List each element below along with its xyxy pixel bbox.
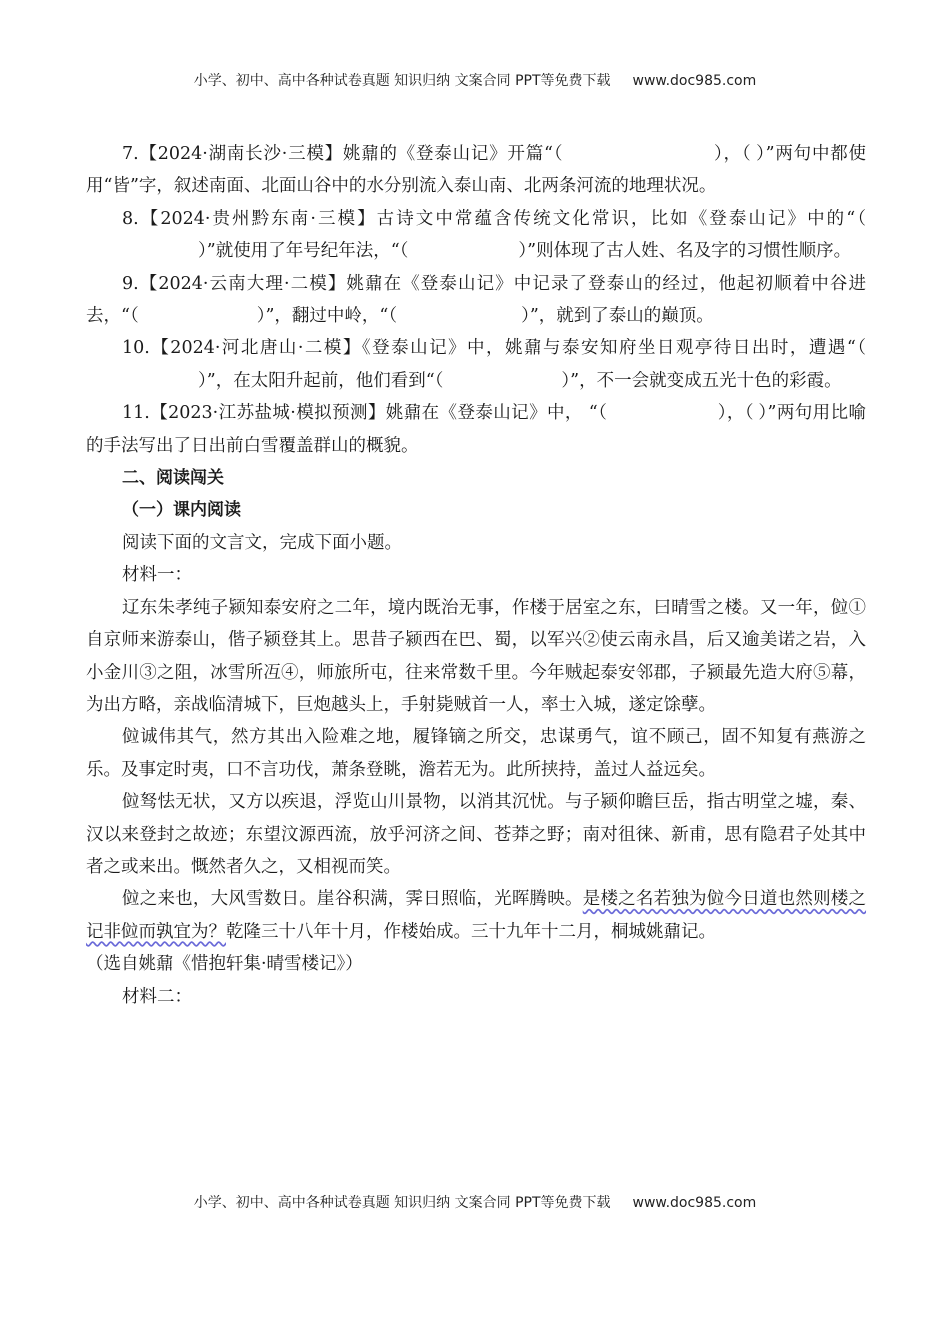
header-site[interactable]: www.doc985.com	[632, 73, 757, 89]
page-header	[0, 70, 950, 90]
question-10: 10.【2024·河北唐山·二模】《登泰山记》中，姚鼐与泰安知府坐日观亭待日出时，遭遇“（）”，在太阳升起前，他们看到“（ ）”，不一会就变成五光十色的彩霞。	[122, 338, 866, 391]
question-8: 8.【2024·贵州黔东南·三模】古诗文中常蕴含传统文化常识，比如《登泰山记》中的“（）”就使用了年号纪年法，“（ ）”则体现了古人姓、名及字的习惯性顺序。	[122, 208, 866, 262]
question-11: 11.【2023·江苏盐城·模拟预测】姚鼐在《登泰山记》中， “（ ），（ ）”两句用比喻的手法写出了日出前白雪覆盖群山的概貌。	[86, 403, 866, 456]
material-1-label: 材料一：	[122, 565, 192, 586]
passage-paragraph-2: 傡诚伟其气，然方其出入险难之地，履锋镝之所交，忠谋勇气，谊不顾己，固不知复有燕游之乐。及事定时夷，口不言功伐，萧条登眺，澹若无为。此所挟持，盖过人益远矣。	[86, 727, 866, 780]
material-2-label: 材料二：	[122, 986, 192, 1007]
question-9: 9.【2024·云南大理·二模】姚鼐在《登泰山记》中记录了登泰山的经过，他起初顺着中谷进去，“（ ）”，翻过中岭，“（ ）”，就到了泰山的巅顶。	[86, 273, 866, 327]
instruction-text: 阅读下面的文言文，完成下面小题。	[122, 532, 402, 553]
passage-source: （选自姚鼐《惜抱轩集·晴雪楼记》）	[86, 954, 363, 975]
document-body	[86, 138, 866, 1013]
header-text: 小学、初中、高中各种试卷真题 知识归纳 文案合同 PPT等免费下载	[193, 73, 611, 89]
passage-paragraph-1: 辽东朱孝纯子颍知泰安府之二年，境内既治无事，作楼于居室之东，曰晴雪之楼。又一年，傡①自京师来游泰山，偕子颍登其上。思昔子颍西在巴、蜀，以军兴②使云南永昌，后又逾美诺之岩，入小金川③之阻，冰雪所冱④，师旅所屯，往来常数千里。今年贼起泰安邻郡，子颍最先造大府⑤幕，为出方略，亲战临清城下，巨炮越头上，手射毙贼首一人，率士入城，遂定馀孽。	[86, 597, 866, 715]
passage-paragraph-3: 傡驽怯无状，又方以疾退，浮览山川景物，以消其沉忧。与子颍仰瞻巨岳，指古明堂之墟，秦、汉以来登封之故迹；东望汶源西流，放乎河济之间、苍莽之野；南对徂徕、新甫，思有隐君子处其中者之或来出。慨然者久之，又相视而笑。	[86, 792, 866, 877]
footer-text: 小学、初中、高中各种试卷真题 知识归纳 文案合同 PPT等免费下载	[193, 1195, 611, 1211]
section-heading: 二、阅读闯关	[122, 468, 224, 489]
page-footer	[0, 1192, 950, 1212]
subsection-heading: （一）课内阅读	[122, 500, 241, 521]
question-7: 7.【2024·湖南长沙·三模】姚鼐的《登泰山记》开篇“（ ），（ ）”两句中都使用“皆”字，叙述南面、北面山谷中的水分别流入泰山南、北两条河流的地理状况。	[86, 144, 867, 197]
footer-site[interactable]: www.doc985.com	[632, 1195, 757, 1211]
passage-paragraph-4: 傡之来也，大风雪数日。崖谷积满，霁日照临，光晖腾映。是楼之名若独为傡今日道也然则楼之记非傡而孰宜为？乾隆三十八年十月，作楼始成。三十九年十二月，桐城姚鼐记。	[86, 889, 867, 942]
wavy-underlined-sentence: 是楼之名若独为傡今日道也然则楼之记非傡而孰宜为？	[86, 889, 867, 942]
